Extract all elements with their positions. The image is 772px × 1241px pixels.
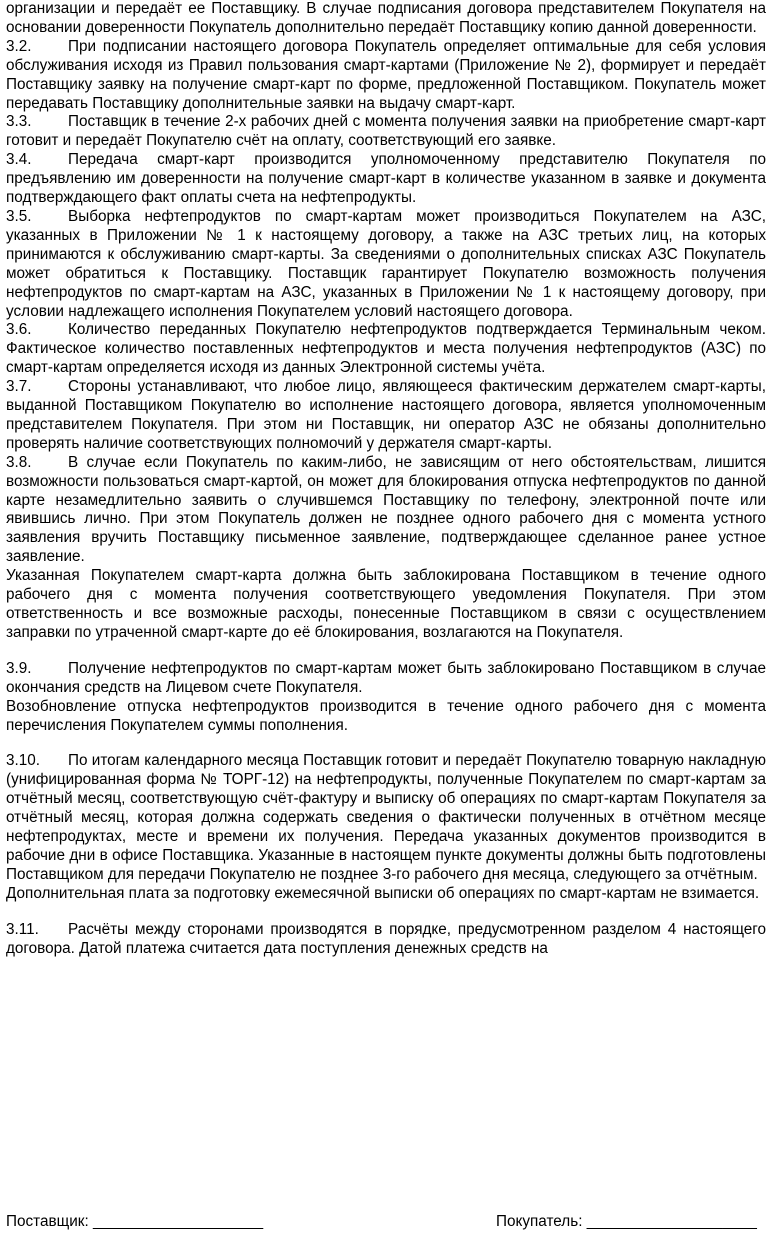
paragraph-gap bbox=[6, 735, 766, 752]
clause-text: В случае если Покупатель по каким-либо, не зависящим от него обстоятельствам, лишится возможности пользоваться смарт-картой, он может для блокирования отпуска нефтепродуктов по данной карте незамедлительно заявить о случившемся Поставщику по телефону, электронной почте или явившись лично. При этом Покупатель должен не позднее одного рабочего дня с момента устного заявления вручить Поставщику письменное заявление, подтверждающее сделанное ранее устное заявление. bbox=[6, 453, 766, 566]
clause-text: При подписании настоящего договора Покупатель определяет оптимальные для себя условия обслуживания исходя из Правил пользования смарт-картами (Приложение № 2), формирует и передаёт Поставщику заявку на получение смарт-карт по форме, предложенной Поставщиком. Покупатель может передавать Поставщику дополнительные заявки на выдачу смарт-карт. bbox=[6, 37, 766, 112]
clause-number: 3.4. bbox=[6, 151, 32, 169]
buyer-signature-line: Покупатель: ____________________ bbox=[496, 1213, 757, 1230]
clause-number: 3.6. bbox=[6, 321, 32, 339]
clause-number: 3.10. bbox=[6, 752, 41, 770]
clause-number: 3.3. bbox=[6, 113, 32, 131]
clause-3-9-continuation: Возобновление отпуска нефтепродуктов производится в течение одного рабочего дня с момента перечисления Покупателем суммы пополнения. bbox=[6, 697, 766, 734]
clause-text: Передача смарт-карт производится уполномоченному представителю Покупателя по предъявлению им доверенности на получение смарт-карт в количестве указанном в заявке и документа подтверждающего факт оплаты счета на нефтепродукты. bbox=[6, 151, 766, 207]
clause-3-10-continuation: Дополнительная плата за подготовку ежемесячной выписки об операциях по смарт-картам не взимается. bbox=[6, 884, 760, 902]
clause-number: 3.11. bbox=[6, 920, 39, 938]
clause-3-3 bbox=[6, 113, 766, 151]
clause-text: Поставщик в течение 2-х рабочих дней с момента получения заявки на приобретение смарт-карт готовит и передаёт Покупателю счёт на оплату, соответствующий его заявке. bbox=[6, 113, 766, 150]
clause-3-6 bbox=[6, 321, 766, 378]
paragraph-gap bbox=[6, 643, 766, 660]
clause-3-10 bbox=[6, 752, 766, 884]
clause-3-2 bbox=[6, 38, 766, 114]
clause-text: По итогам календарного месяца Поставщик готовит и передаёт Покупателю товарную накладную (унифицированная форма № ТОРГ-12) на нефтепродукты, полученные Покупателем по смарт-картам за отчётный месяц, соответствующую счёт-фактуру и выписку об операциях по смарт-картам Покупателя за отчётный месяц, которая должна содержать сведения о фактически полученных в отчётном месяце нефтепродуктах, месте и времени их получения. Передача указанных документов производится в рабочие дни в офисе Поставщика. Указанные в настоящем пункте документы должны быть подготовлены Поставщиком для передачи Покупателю не позднее 3-го рабочего дня месяца, следующего за отчётным. bbox=[6, 752, 766, 883]
document-page bbox=[6, 0, 766, 959]
clause-number: 3.5. bbox=[6, 207, 32, 225]
clause-number: 3.2. bbox=[6, 37, 32, 55]
clause-3-5 bbox=[6, 208, 766, 321]
signature-footer bbox=[6, 1213, 766, 1235]
clause-number: 3.9. bbox=[6, 659, 32, 677]
clause-text: Расчёты между сторонами производятся в порядке, предусмотренном разделом 4 настоящего договора. Датой платежа считается дата поступления денежных средств на bbox=[6, 920, 766, 957]
clause-3-8 bbox=[6, 454, 766, 567]
clause-number: 3.8. bbox=[6, 453, 32, 471]
clause-3-7 bbox=[6, 378, 766, 454]
supplier-signature-line: Поставщик: ____________________ bbox=[6, 1213, 264, 1230]
paragraph-continuation: организации и передаёт ее Поставщику. В случае подписания договора представителем Покупателя на основании доверенности Покупатель дополнительно передаёт Поставщику копию данной доверенности. bbox=[6, 0, 766, 36]
clause-text: Количество переданных Покупателю нефтепродуктов подтверждается Терминальным чеком. Фактическое количество поставленных нефтепродуктов и места получения нефтепродуктов (АЗС) по смарт-картам определяется исходя из данных Электронной системы учёта. bbox=[6, 321, 766, 377]
clause-3-9 bbox=[6, 660, 766, 698]
clause-text: Стороны устанавливают, что любое лицо, являющееся фактическим держателем смарт-карты, выданной Поставщиком Покупателю во исполнение настоящего договора, является уполномоченным представителем Покупателя. При этом ни Поставщик, ни оператор АЗС не обязаны дополнительно проверять наличие соответствующих полномочий у держателя смарт-карты. bbox=[6, 378, 766, 452]
clause-number: 3.7. bbox=[6, 378, 32, 396]
clause-3-8-continuation: Указанная Покупателем смарт-карта должна быть заблокирована Поставщиком в течение одного рабочего дня с момента получения соответствующего уведомления Покупателя. При этом ответственность и все возможные расходы, понесенные Поставщиком в связи с осуществлением заправки по утраченной смарт-карте до её блокирования, возлагаются на Покупателя. bbox=[6, 567, 766, 641]
clause-3-4 bbox=[6, 151, 766, 208]
clause-text: Получение нефтепродуктов по смарт-картам может быть заблокировано Поставщиком в случае окончания средств на Лицевом счете Покупателя. bbox=[6, 659, 766, 696]
clause-3-11 bbox=[6, 921, 766, 959]
clause-text: Выборка нефтепродуктов по смарт-картам может производиться Покупателем на АЗС, указанных в Приложении № 1 к настоящему договору, а также на АЗС третьих лиц, на которых принимаются к обслуживанию смарт-карты. За сведениями о дополнительных списках АЗС Покупатель может обратиться к Поставщику. Поставщик гарантирует Покупателю возможность получения нефтепродуктов по смарт-картам на АЗС, указанных в Приложении № 1 к настоящему договору, при условии надлежащего исполнения Покупателем условий настоящего договора. bbox=[6, 207, 766, 320]
paragraph-gap bbox=[6, 904, 766, 921]
